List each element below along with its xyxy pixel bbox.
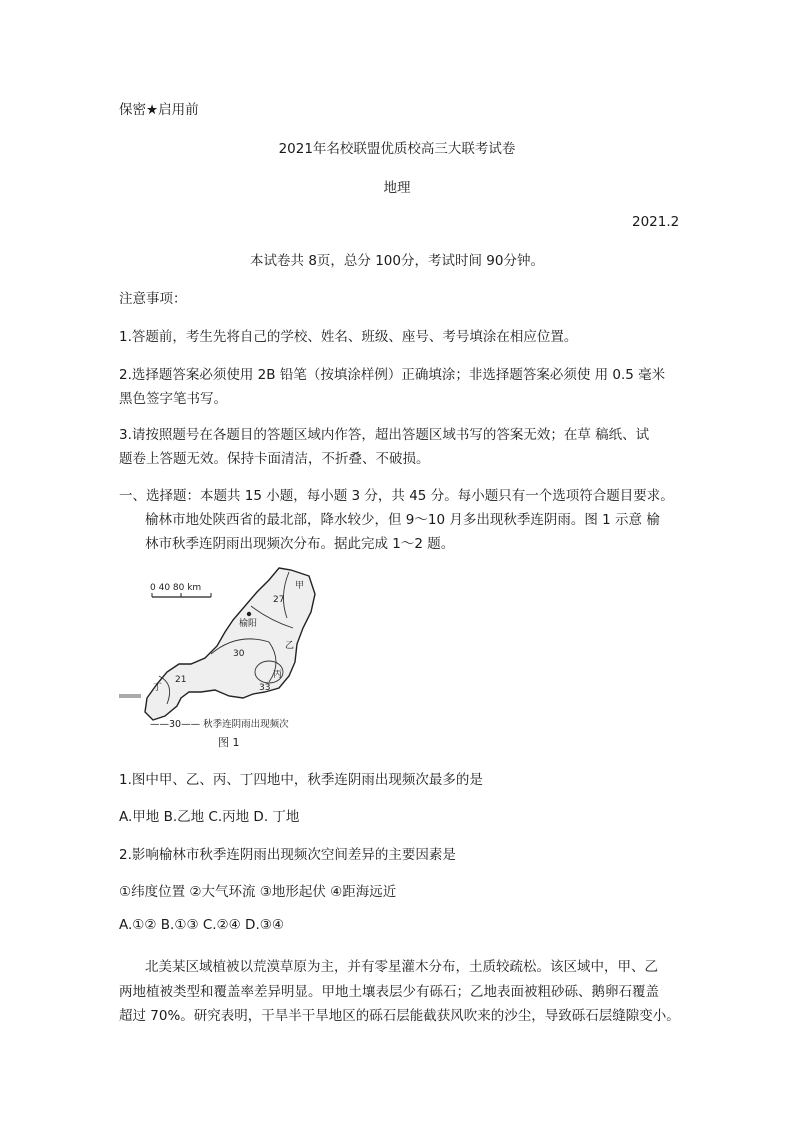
passage-line-2: 两地植被类型和覆盖率差异明显。甲地土壤表层少有砾石；乙地表面被粗砂砾、鹅卵石覆盖 xyxy=(119,984,659,1000)
note-item-3: 3.请按照题号在各题目的答题区域内作答，超出答题区域书写的答案无效；在草 稿纸、试 xyxy=(119,427,650,443)
label-jia: 甲 xyxy=(295,581,305,591)
notes-heading: 注意事项： xyxy=(119,291,187,307)
label-ding: 丁 xyxy=(153,683,163,693)
passage-line-1: 北美某区域植被以荒漠草原为主，并有零星灌木分布，土质较疏松。该区域中，甲、乙 xyxy=(145,959,658,975)
exam-date: 2021.2 xyxy=(632,214,680,230)
map-legend: ——30—— 秋季连阴雨出现频次 xyxy=(150,719,289,730)
question-1-stem: 1.图中甲、乙、丙、丁四地中，秋季连阴雨出现频次最多的是 xyxy=(119,772,483,788)
section-intro-2: 林市秋季连阴雨出现频次分布。据此完成 1～2 题。 xyxy=(145,536,455,552)
contour-label-30: 30 xyxy=(233,649,245,659)
scale-bar xyxy=(150,583,211,597)
section-intro-1: 榆林市地处陕西省的最北部，降水较少，但 9～10 月多出现秋季连阴雨。图 1 示意 榆 xyxy=(145,512,660,528)
confidential-label: 保密★启用前 xyxy=(119,102,199,118)
question-2-factors: ①纬度位置 ②大气环流 ③地形起伏 ④距海远近 xyxy=(119,884,397,900)
section-title: 一、选择题：本题共 15 小题，每小题 3 分，共 45 分。每小题只有一个选项符合题目要求。 xyxy=(119,488,674,504)
question-1-options: A.甲地 B.乙地 C.丙地 D. 丁地 xyxy=(119,809,300,825)
label-bing: 丙 xyxy=(273,670,283,680)
question-2-stem: 2.影响榆林市秋季连阴雨出现频次空间差异的主要因素是 xyxy=(119,847,456,863)
subject-title: 地理 xyxy=(383,180,411,196)
label-yi: 乙 xyxy=(285,641,295,651)
note-item-3-cont: 题卷上答题无效。保持卡面清洁，不折叠、不破损。 xyxy=(119,451,430,467)
passage-line-3: 超过 70%。研究表明，干旱半干旱地区的砾石层能截获风吹来的沙尘，导致砾石层缝隙变小。 xyxy=(119,1008,680,1024)
contour-label-21: 21 xyxy=(175,675,187,685)
note-item-1: 1.答题前，考生先将自己的学校、姓名、班级、座号、考号填涂在相应位置。 xyxy=(119,329,578,345)
city-label: 榆阳 xyxy=(239,619,258,629)
question-2-options: A.①② B.①③ C.②④ D.③④ xyxy=(119,917,284,933)
figure-caption: 图 1 xyxy=(218,736,240,749)
contour-label-33: 33 xyxy=(259,683,271,693)
note-item-2: 2.选择题答案必须使用 2B 铅笔（按填涂样例）正确填涂；非选择题答案必须使 用 0.5 毫米 xyxy=(119,367,666,383)
exam-info: 本试卷共 8页，总分 100分，考试时间 90分钟。 xyxy=(250,253,544,269)
note-item-2-cont: 黑色签字笔书写。 xyxy=(119,391,227,407)
exam-title: 2021年名校联盟优质校高三大联考试卷 xyxy=(278,141,516,157)
scale-label: 0 40 80 km xyxy=(150,583,202,593)
city-dot xyxy=(247,612,251,616)
contour-label-27: 27 xyxy=(273,595,285,605)
